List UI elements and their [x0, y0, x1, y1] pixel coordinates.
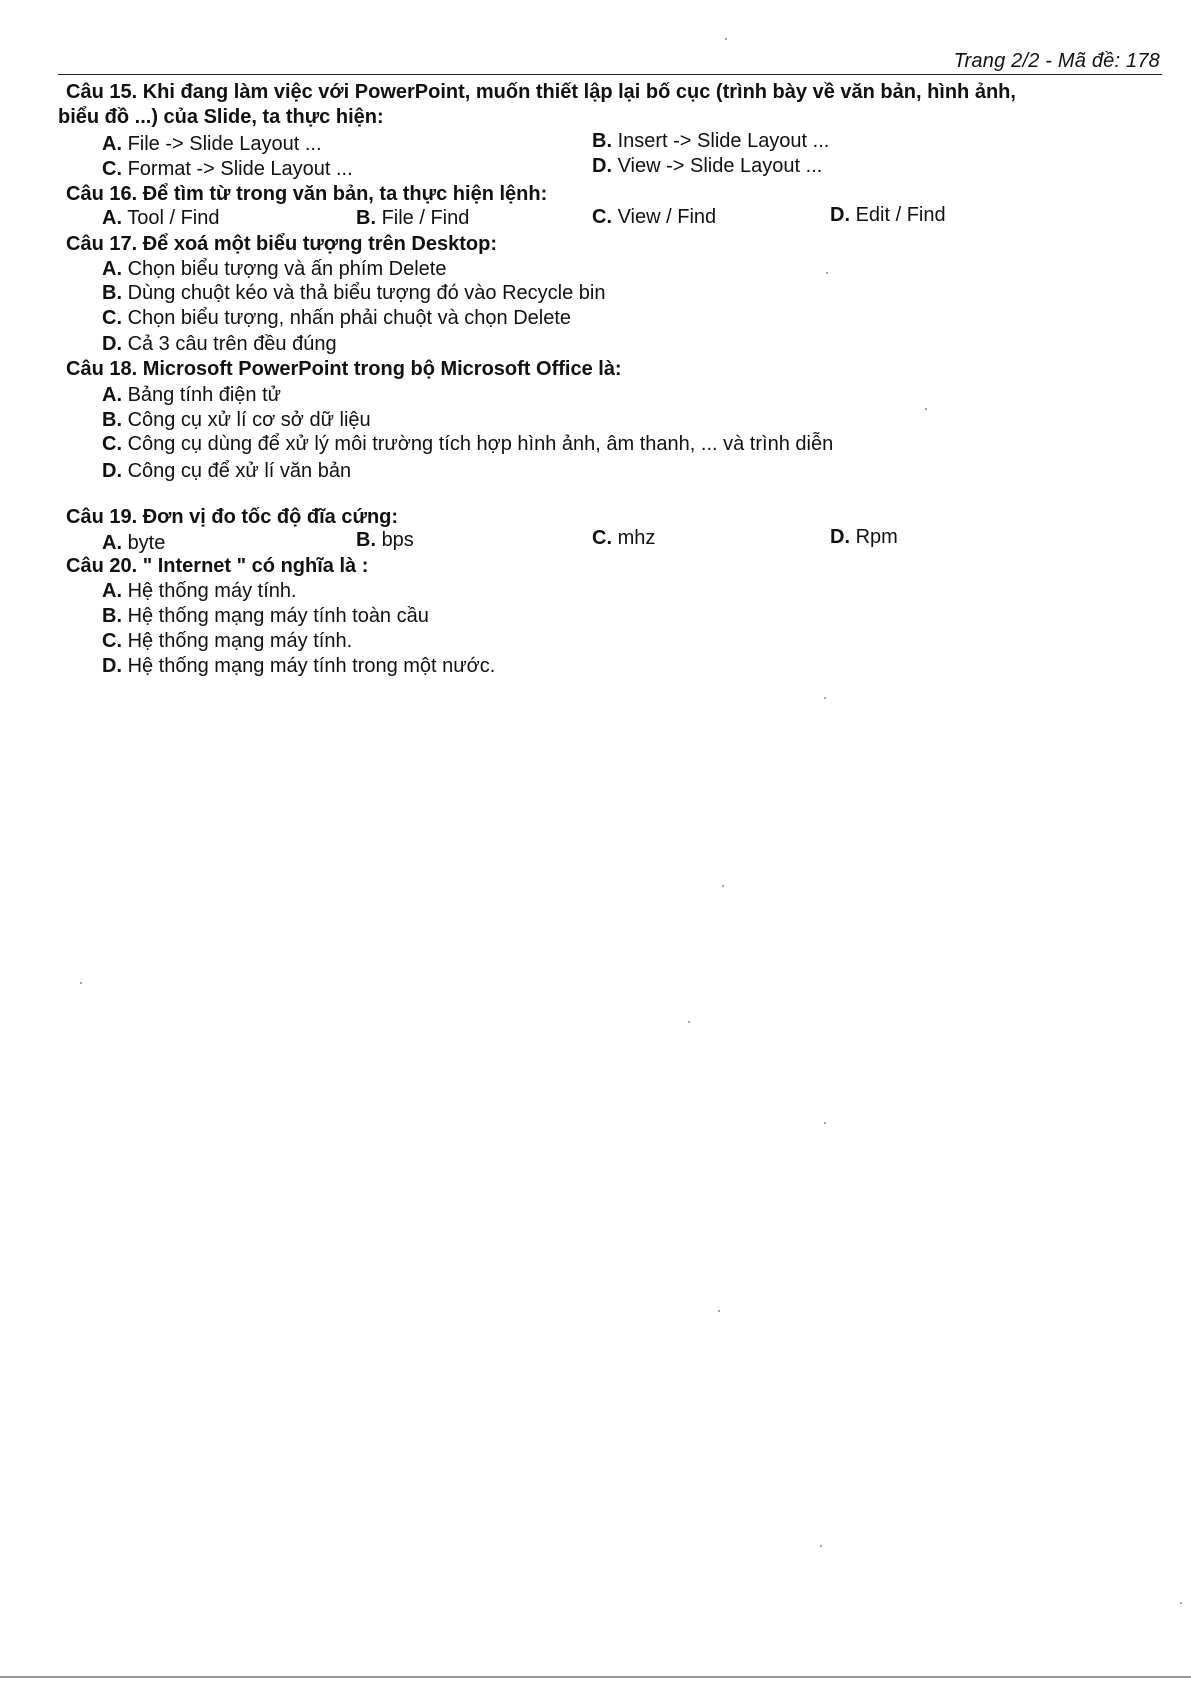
question-15-stem: Câu 15. Khi đang làm việc với PowerPoint, muốn thiết lập lại bố cục (trình bày về văn bản, hình ảnh,	[66, 81, 1016, 103]
question-18-option-c: C. Công cụ dùng để xử lý môi trường tích hợp hình ảnh, âm thanh, ... và trình diễn	[102, 433, 834, 455]
question-20-option-d: D. Hệ thống mạng máy tính trong một nước.	[102, 655, 496, 677]
question-16-stem: Câu 16. Để tìm từ trong văn bản, ta thực hiện lệnh:	[66, 183, 548, 205]
scan-speck	[925, 408, 927, 410]
scan-speck	[725, 38, 727, 40]
scan-speck	[824, 697, 826, 699]
scan-speck	[688, 1021, 690, 1023]
question-18-stem: Câu 18. Microsoft PowerPoint trong bộ Microsoft Office là:	[66, 358, 622, 380]
scan-bottom-edge	[0, 1676, 1191, 1678]
question-18-option-d: D. Công cụ để xử lí văn bản	[102, 460, 352, 482]
question-17-option-b: B. Dùng chuột kéo và thả biểu tượng đó vào Recycle bin	[102, 282, 606, 304]
question-15-option-c: C. Format -> Slide Layout ...	[102, 158, 353, 180]
question-19-option-b: B. bps	[356, 529, 414, 551]
question-19-option-a: A. byte	[102, 532, 166, 554]
scan-speck	[718, 1310, 720, 1312]
question-17-option-c: C. Chọn biểu tượng, nhấn phải chuột và chọn Delete	[102, 307, 572, 329]
question-20-option-c: C. Hệ thống mạng máy tính.	[102, 630, 353, 652]
question-20-option-a: A. Hệ thống máy tính.	[102, 580, 297, 602]
question-19-option-d: D. Rpm	[830, 526, 898, 548]
scan-speck	[80, 982, 82, 984]
page-header	[58, 50, 1162, 75]
question-15-stem-cont: biểu đồ ...) của Slide, ta thực hiện:	[58, 106, 384, 128]
question-16-option-c: C. View / Find	[592, 206, 717, 228]
scan-speck	[820, 1545, 822, 1547]
question-15-option-d: D. View -> Slide Layout ...	[592, 155, 823, 177]
scan-speck	[824, 1122, 826, 1124]
question-19-stem: Câu 19. Đơn vị đo tốc độ đĩa cứng:	[66, 506, 399, 528]
question-18-option-a: A. Bảng tính điện tử	[102, 384, 282, 406]
question-17-option-a: A. Chọn biểu tượng và ấn phím Delete	[102, 258, 447, 280]
question-15-option-a: A. File -> Slide Layout ...	[102, 133, 322, 155]
scan-speck	[722, 885, 724, 887]
question-18-option-b: B. Công cụ xử lí cơ sở dữ liệu	[102, 409, 371, 431]
question-17-stem: Câu 17. Để xoá một biểu tượng trên Desktop:	[66, 233, 497, 255]
question-16-option-d: D. Edit / Find	[830, 204, 946, 226]
page-number-and-code: Trang 2/2 - Mã đề: 178	[953, 50, 1160, 72]
question-16-option-a: A. Tool / Find	[102, 207, 220, 229]
question-15-option-b: B. Insert -> Slide Layout ...	[592, 130, 830, 152]
question-17-option-d: D. Cả 3 câu trên đều đúng	[102, 333, 337, 355]
question-19-option-c: C. mhz	[592, 527, 656, 549]
question-16-option-b: B. File / Find	[356, 207, 470, 229]
question-20-stem: Câu 20. " Internet " có nghĩa là :	[66, 555, 369, 577]
scan-speck	[1180, 1602, 1182, 1604]
scan-speck	[826, 272, 828, 274]
question-20-option-b: B. Hệ thống mạng máy tính toàn cầu	[102, 605, 429, 627]
